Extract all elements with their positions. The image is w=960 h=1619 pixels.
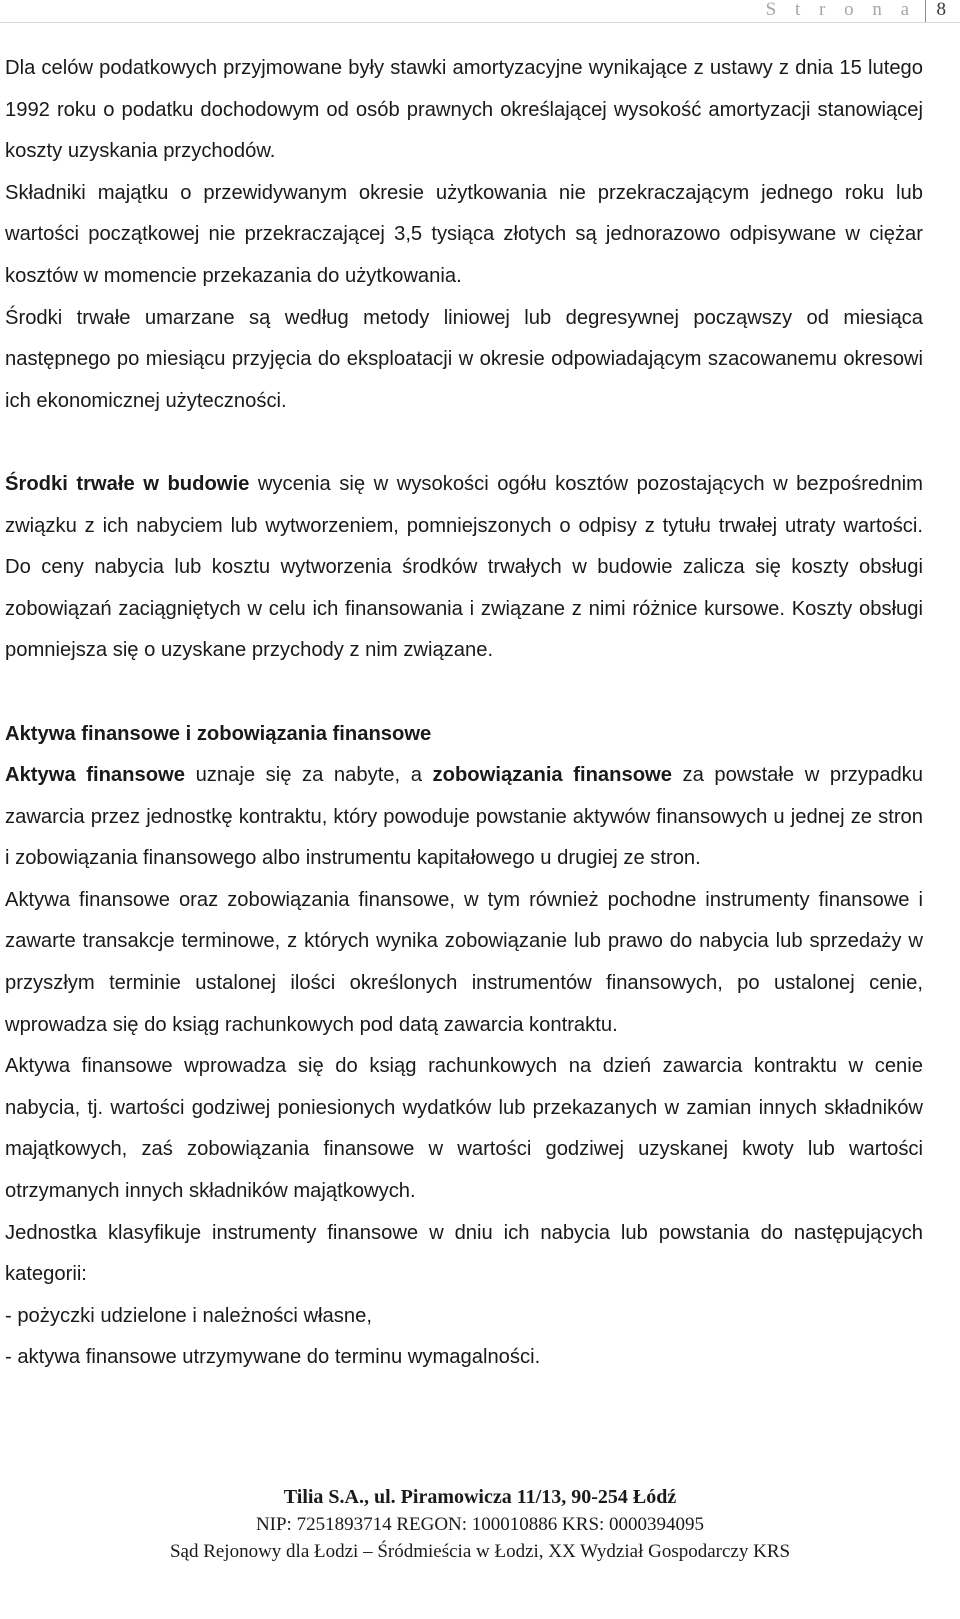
spacer	[5, 422, 923, 464]
document-body	[5, 48, 923, 1379]
paragraph-initial-measurement: Aktywa finansowe wprowadza się do ksiąg rachunkowych na dzień zawarcia kontraktu w cenie nabycia, tj. wartości godziwej poniesionych wydatków lub przekazanych w zamian innych składników majątkowych, zaś zobowiązania finansowe w wartości godziwej uzyskanej kwoty lub wartości otrzymanych innych składników majątkowych.	[5, 1055, 923, 1203]
term-financial-liabilities: zobowiązania finansowe	[432, 764, 672, 787]
section-heading: Aktywa finansowe i zobowiązania finansowe	[5, 722, 432, 745]
paragraph-construction-in-progress	[5, 464, 923, 672]
paragraph-financial-recognition	[5, 755, 923, 880]
page-footer	[0, 1484, 960, 1565]
paragraph-low-value-assets: Składniki majątku o przewidywanym okresie użytkowania nie przekraczającym jednego roku lub wartości początkowej nie przekraczającej 3,5 tysiąca złotych są jednorazowo odpisywane w ciężar kosztów w momencie przekazania do użytkowania.	[5, 181, 923, 287]
paragraph-depreciation-rates: Dla celów podatkowych przyjmowane były stawki amortyzacyjne wynikające z ustawy z dnia 15 lutego 1992 roku o podatku dochodowym od osób prawnych określającej wysokość amortyzacji stanowiącej koszty uzyskania przychodów.	[5, 57, 923, 163]
paragraph-text: uznaje się za nabyte, a	[184, 764, 433, 787]
paragraph-classification: Jednostka klasyfikuje instrumenty finansowe w dniu ich nabycia lub powstania do następujących kategorii:	[5, 1221, 923, 1286]
paragraph-text: wycenia się w wysokości ogółu kosztów pozostających w bezpośrednim związku z ich nabyciem lub wytworzeniem, pomniejszonych o odpisy z tytułu trwałej utraty wartości. Do ceny nabycia lub kosztu wytworzenia środków trwałych w budowie zalicza się koszty obsługi zobowiązań zaciągniętych w celu ich finansowania i związane z nimi różnice kursowe. Koszty obsługi pomniejsza się o uzyskane przychody z nim związane.	[5, 472, 923, 662]
term-construction-in-progress: Środki trwałe w budowie	[5, 472, 250, 495]
footer-court-register: Sąd Rejonowy dla Łodzi – Śródmieścia w Łodzi, XX Wydział Gospodarczy KRS	[169, 1541, 791, 1562]
header-rule	[0, 22, 960, 23]
page-label: S t r o n a	[765, 0, 916, 20]
paragraph-derivatives: Aktywa finansowe oraz zobowiązania finansowe, w tym również pochodne instrumenty finansowe i zawarte transakcje terminowe, z których wynika zobowiązanie lub prawo do nabycia lub sprzedaży w przyszłym terminie ustalonej ilości określonych instrumentów finansowych, po ustalonej cenie, wprowadza się do ksiąg rachunkowych pod datą zawarcia kontraktu.	[5, 888, 923, 1036]
page-header	[0, 0, 960, 24]
footer-registration-numbers: NIP: 7251893714 REGON: 100010886 KRS: 0000394095	[255, 1514, 705, 1535]
page-number: 8	[936, 0, 946, 20]
spacer	[5, 672, 923, 714]
header-separator	[925, 0, 926, 22]
footer-company-address: Tilia S.A., ul. Piramowicza 11/13, 90-254 Łódź	[283, 1486, 677, 1508]
paragraph-text: za powstałe w przypadku zawarcia przez jednostkę kontraktu, który powoduje powstanie aktywów finansowych u jednej ze stron i zobowiązania finansowego albo instrumentu kapitałowego u drugiej ze stron.	[5, 764, 923, 870]
list-item: - pożyczki udzielone i należności własne,	[5, 1304, 372, 1327]
term-financial-assets: Aktywa finansowe	[5, 764, 185, 787]
paragraph-depreciation-method: Środki trwałe umarzane są według metody liniowej lub degresywnej począwszy od miesiąca następnego po miesiącu przyjęcia do eksploatacji w okresie odpowiadającym szacowanemu okresowi ich ekonomicznej użyteczności.	[5, 306, 923, 412]
list-item: - aktywa finansowe utrzymywane do terminu wymagalności.	[5, 1346, 541, 1369]
